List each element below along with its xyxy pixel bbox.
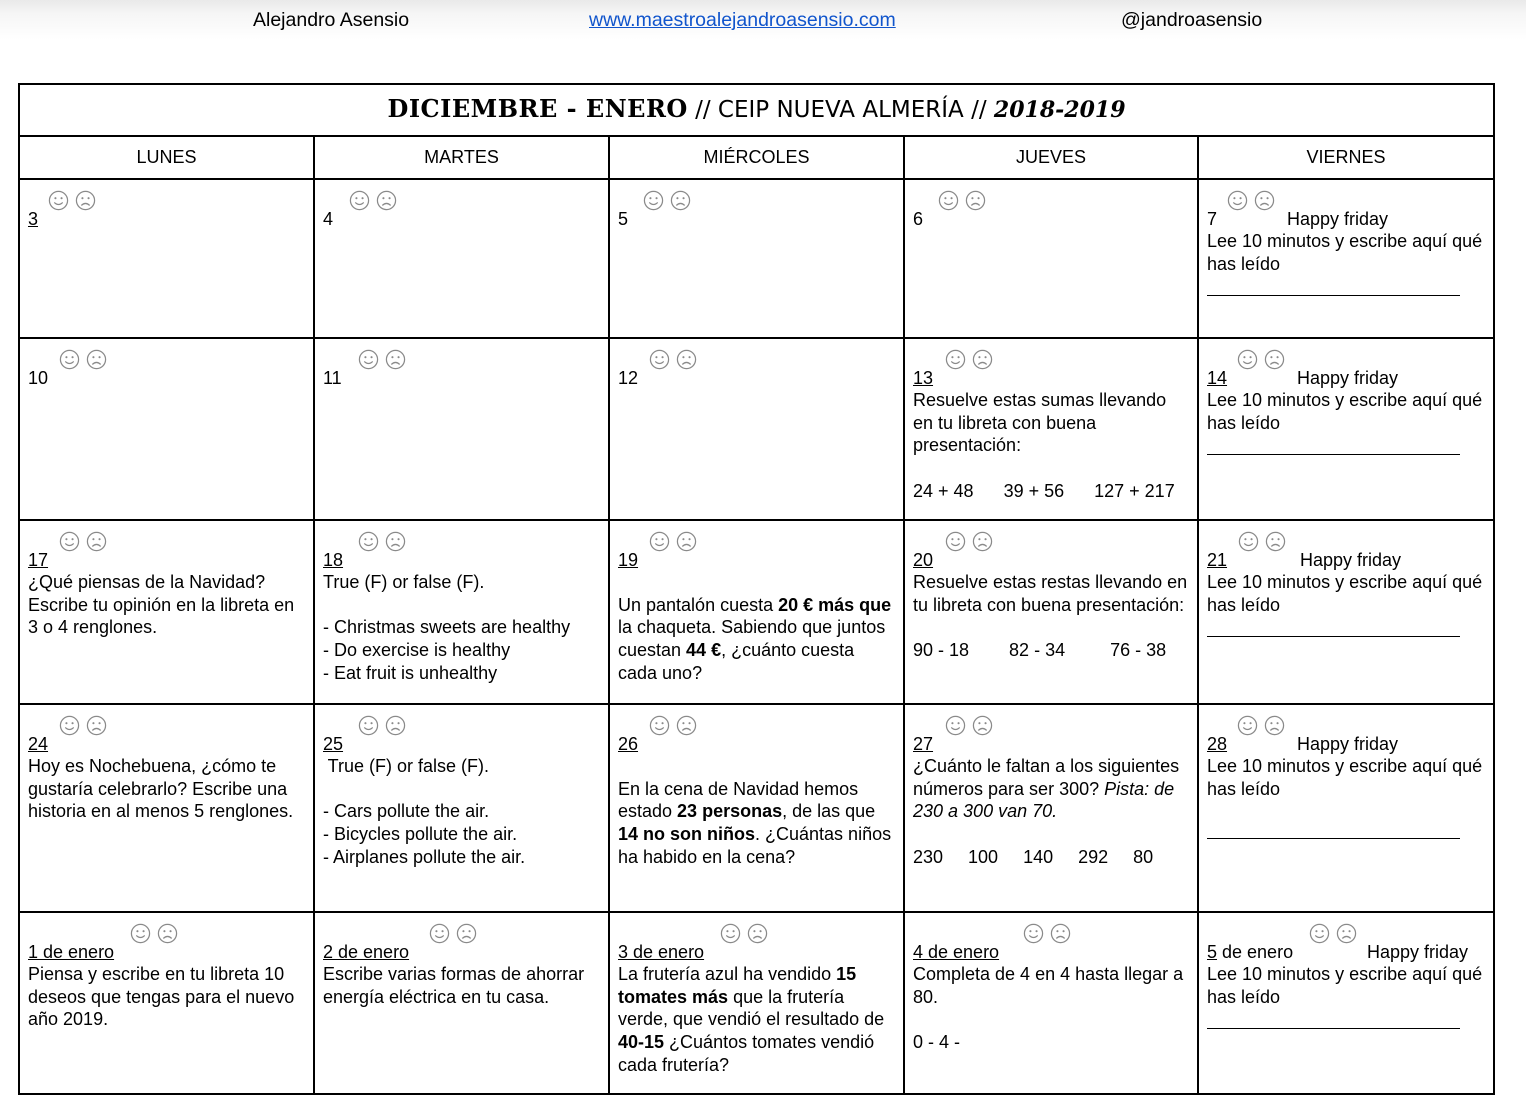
day-cell bbox=[314, 179, 609, 338]
smiley-face-icon[interactable] bbox=[1309, 923, 1330, 944]
frowning-face-icon[interactable] bbox=[1336, 923, 1357, 944]
header-social-handle: @jandroasensio bbox=[1121, 9, 1263, 31]
title-months: DICIEMBRE - ENERO bbox=[387, 93, 688, 123]
task-intro: True (F) or false (F). bbox=[323, 756, 490, 776]
answer-line[interactable] bbox=[1207, 295, 1460, 296]
frowning-face-icon[interactable] bbox=[1265, 531, 1286, 552]
mood-faces bbox=[945, 531, 999, 554]
reading-task: Lee 10 minutos y escribe aquí qué has leído bbox=[1207, 231, 1483, 274]
reading-task: Lee 10 minutos y escribe aquí qué has leído bbox=[1207, 756, 1483, 799]
day-header-tuesday: MARTES bbox=[314, 136, 609, 179]
day-cell bbox=[314, 338, 609, 520]
day-cell bbox=[19, 338, 314, 520]
day-number: 11 bbox=[323, 368, 342, 388]
day-cell bbox=[1198, 704, 1494, 912]
smiley-face-icon[interactable] bbox=[48, 190, 69, 211]
day-cell bbox=[314, 704, 609, 912]
mood-faces bbox=[48, 190, 102, 213]
smiley-face-icon[interactable] bbox=[429, 923, 450, 944]
answer-line[interactable] bbox=[1207, 636, 1460, 637]
frowning-face-icon[interactable] bbox=[86, 715, 107, 736]
answer-line[interactable] bbox=[1207, 1028, 1460, 1029]
mood-faces bbox=[643, 190, 697, 213]
frowning-face-icon[interactable] bbox=[86, 349, 107, 370]
mood-faces bbox=[1227, 190, 1281, 213]
happy-friday-label: Happy friday bbox=[1297, 734, 1399, 754]
day-number: 4 bbox=[323, 209, 334, 229]
frowning-face-icon[interactable] bbox=[385, 349, 406, 370]
happy-friday-label: Happy friday bbox=[1287, 209, 1389, 229]
frowning-face-icon[interactable] bbox=[1264, 349, 1285, 370]
statement-item: - Eat fruit is unhealthy bbox=[323, 662, 498, 683]
statement-item: - Christmas sweets are healthy bbox=[323, 617, 571, 638]
day-cell bbox=[314, 912, 609, 1094]
smiley-face-icon[interactable] bbox=[349, 190, 370, 211]
word-problem: La frutería azul ha vendido 15 tomates más que la frutería verde, que vendió el resultado de 40-15 ¿Cuántos tomates vendió cada frutería? bbox=[618, 964, 885, 1075]
frowning-face-icon[interactable] bbox=[965, 190, 986, 211]
day-number: 20 bbox=[913, 550, 934, 570]
smiley-face-icon[interactable] bbox=[358, 349, 379, 370]
day-header-wednesday: MIÉRCOLES bbox=[609, 136, 904, 179]
math-operations: 230 100 140 292 80 bbox=[913, 846, 1154, 867]
frowning-face-icon[interactable] bbox=[385, 715, 406, 736]
frowning-face-icon[interactable] bbox=[1254, 190, 1275, 211]
calendar-title bbox=[19, 84, 1494, 136]
day-number: 2 de enero bbox=[323, 942, 410, 962]
day-number: 26 bbox=[618, 734, 639, 754]
mood-faces bbox=[720, 923, 774, 946]
day-header-monday: LUNES bbox=[19, 136, 314, 179]
day-number: 3 bbox=[28, 209, 39, 229]
day-number: 14 bbox=[1207, 368, 1228, 388]
day-cell bbox=[609, 179, 904, 338]
mood-faces bbox=[938, 190, 992, 213]
frowning-face-icon[interactable] bbox=[376, 190, 397, 211]
reading-task: Lee 10 minutos y escribe aquí qué has leído bbox=[1207, 390, 1483, 433]
happy-friday-label: Happy friday bbox=[1367, 942, 1469, 962]
happy-friday-label: Happy friday bbox=[1300, 550, 1402, 570]
day-number: 5 de enero bbox=[1207, 942, 1294, 962]
smiley-face-icon[interactable] bbox=[945, 349, 966, 370]
day-number: 13 bbox=[913, 368, 934, 388]
frowning-face-icon[interactable] bbox=[1050, 923, 1071, 944]
number-sequence: 0 - 4 - bbox=[913, 1032, 961, 1053]
day-cell bbox=[19, 912, 314, 1094]
day-cell bbox=[19, 704, 314, 912]
frowning-face-icon[interactable] bbox=[972, 531, 993, 552]
smiley-face-icon[interactable] bbox=[59, 715, 80, 736]
day-number: 18 bbox=[323, 550, 344, 570]
title-year: 2018-2019 bbox=[993, 96, 1126, 123]
day-number: 24 bbox=[28, 734, 49, 754]
day-cell bbox=[904, 912, 1198, 1094]
statement-item: - Do exercise is healthy bbox=[323, 640, 511, 661]
frowning-face-icon[interactable] bbox=[972, 349, 993, 370]
day-cell bbox=[609, 704, 904, 912]
frowning-face-icon[interactable] bbox=[157, 923, 178, 944]
day-number: 5 bbox=[618, 209, 629, 229]
word-problem: Un pantalón cuesta 20 € más que la chaqueta. Sabiendo que juntos cuestan 44 €, ¿cuánto cuesta cada uno? bbox=[618, 594, 892, 683]
mood-faces bbox=[649, 531, 703, 554]
reading-task: Lee 10 minutos y escribe aquí qué has leído bbox=[1207, 572, 1483, 615]
day-number: 17 bbox=[28, 550, 49, 570]
smiley-face-icon[interactable] bbox=[649, 349, 670, 370]
header-author: Alejandro Asensio bbox=[253, 9, 410, 31]
task-text: ¿Cuánto le faltan a los siguientes números para ser 300? Pista: de 230 a 300 van 70. bbox=[913, 756, 1180, 822]
mood-faces bbox=[1237, 349, 1291, 372]
smiley-face-icon[interactable] bbox=[1023, 923, 1044, 944]
smiley-face-icon[interactable] bbox=[649, 715, 670, 736]
day-number: 19 bbox=[618, 550, 639, 570]
day-number: 28 bbox=[1207, 734, 1228, 754]
day-cell bbox=[904, 179, 1198, 338]
frowning-face-icon[interactable] bbox=[747, 923, 768, 944]
mood-faces bbox=[1309, 923, 1363, 946]
day-cell bbox=[609, 520, 904, 704]
smiley-face-icon[interactable] bbox=[1237, 349, 1258, 370]
task-text: Escribe varias formas de ahorrar energía eléctrica en tu casa. bbox=[323, 964, 585, 1007]
mood-faces bbox=[358, 349, 412, 372]
statement-item: - Airplanes pollute the air. bbox=[323, 846, 526, 867]
frowning-face-icon[interactable] bbox=[75, 190, 96, 211]
smiley-face-icon[interactable] bbox=[358, 715, 379, 736]
mood-faces bbox=[59, 531, 113, 554]
frowning-face-icon[interactable] bbox=[972, 715, 993, 736]
mood-faces bbox=[945, 715, 999, 738]
task-text: Resuelve estas sumas llevando en tu libreta con buena presentación: bbox=[913, 390, 1167, 456]
day-cell bbox=[1198, 520, 1494, 704]
day-cell bbox=[1198, 912, 1494, 1094]
smiley-face-icon[interactable] bbox=[720, 923, 741, 944]
statement-item: - Cars pollute the air. bbox=[323, 801, 490, 822]
mood-faces bbox=[1238, 531, 1292, 554]
title-school: // CEIP NUEVA ALMERÍA // bbox=[687, 96, 994, 123]
smiley-face-icon[interactable] bbox=[945, 531, 966, 552]
mood-faces bbox=[429, 923, 483, 946]
task-text: Piensa y escribe en tu libreta 10 deseos que tengas para el nuevo año 2019. bbox=[28, 964, 295, 1030]
smiley-face-icon[interactable] bbox=[130, 923, 151, 944]
mood-faces bbox=[130, 923, 184, 946]
day-number: 7 bbox=[1207, 209, 1218, 229]
frowning-face-icon[interactable] bbox=[676, 349, 697, 370]
happy-friday-label: Happy friday bbox=[1297, 368, 1399, 388]
day-cell bbox=[609, 338, 904, 520]
header-website-link[interactable]: www.maestroalejandroasensio.com bbox=[589, 9, 896, 31]
mood-faces bbox=[358, 531, 412, 554]
calendar-table bbox=[18, 83, 1495, 1095]
day-header-thursday: JUEVES bbox=[904, 136, 1198, 179]
smiley-face-icon[interactable] bbox=[1238, 531, 1259, 552]
frowning-face-icon[interactable] bbox=[676, 715, 697, 736]
task-text: ¿Qué piensas de la Navidad? Escribe tu opinión en la libreta en 3 o 4 renglones. bbox=[28, 572, 295, 638]
day-number: 6 bbox=[913, 209, 924, 229]
day-number: 12 bbox=[618, 368, 639, 388]
day-cell bbox=[1198, 338, 1494, 520]
smiley-face-icon[interactable] bbox=[1237, 715, 1258, 736]
day-cell bbox=[19, 520, 314, 704]
day-cell bbox=[609, 912, 904, 1094]
mood-faces bbox=[358, 715, 412, 738]
day-number: 3 de enero bbox=[618, 942, 705, 962]
smiley-face-icon[interactable] bbox=[938, 190, 959, 211]
mood-faces bbox=[945, 349, 999, 372]
smiley-face-icon[interactable] bbox=[358, 531, 379, 552]
smiley-face-icon[interactable] bbox=[1227, 190, 1248, 211]
smiley-face-icon[interactable] bbox=[59, 349, 80, 370]
answer-line[interactable] bbox=[1207, 454, 1460, 455]
day-number: 4 de enero bbox=[913, 942, 1000, 962]
frowning-face-icon[interactable] bbox=[1264, 715, 1285, 736]
task-text: Hoy es Nochebuena, ¿cómo te gustaría celebrarlo? Escribe una historia en al menos 5 renglones. bbox=[28, 756, 294, 822]
statement-item: - Bicycles pollute the air. bbox=[323, 824, 518, 845]
day-cell bbox=[1198, 179, 1494, 338]
day-header-friday: VIERNES bbox=[1198, 136, 1494, 179]
day-number: 10 bbox=[28, 368, 49, 388]
smiley-face-icon[interactable] bbox=[643, 190, 664, 211]
math-operations: 90 - 18 82 - 34 76 - 38 bbox=[913, 640, 1167, 661]
mood-faces bbox=[1023, 923, 1077, 946]
frowning-face-icon[interactable] bbox=[670, 190, 691, 211]
smiley-face-icon[interactable] bbox=[945, 715, 966, 736]
mood-faces bbox=[649, 349, 703, 372]
day-cell bbox=[19, 179, 314, 338]
smiley-face-icon[interactable] bbox=[649, 531, 670, 552]
task-text: Completa de 4 en 4 hasta llegar a 80. bbox=[913, 964, 1184, 1007]
mood-faces bbox=[649, 715, 703, 738]
day-cell bbox=[314, 520, 609, 704]
day-cell bbox=[904, 520, 1198, 704]
day-number: 21 bbox=[1207, 550, 1228, 570]
task-text: Resuelve estas restas llevando en tu libreta con buena presentación: bbox=[913, 572, 1188, 615]
word-problem: En la cena de Navidad hemos estado 23 personas, de las que 14 no son niños. ¿Cuántas niños ha habido en la cena? bbox=[618, 778, 892, 867]
day-number: 27 bbox=[913, 734, 934, 754]
mood-faces bbox=[349, 190, 403, 213]
day-cell bbox=[904, 704, 1198, 912]
frowning-face-icon[interactable] bbox=[676, 531, 697, 552]
mood-faces bbox=[59, 349, 113, 372]
mood-faces bbox=[1237, 715, 1291, 738]
frowning-face-icon[interactable] bbox=[456, 923, 477, 944]
reading-task: Lee 10 minutos y escribe aquí qué has leído bbox=[1207, 964, 1483, 1007]
smiley-face-icon[interactable] bbox=[59, 531, 80, 552]
top-header-bar bbox=[0, 0, 1526, 48]
day-number: 1 de enero bbox=[28, 942, 115, 962]
task-intro: True (F) or false (F). bbox=[323, 572, 485, 592]
day-cell bbox=[904, 338, 1198, 520]
answer-line[interactable] bbox=[1207, 838, 1460, 839]
mood-faces bbox=[59, 715, 113, 738]
frowning-face-icon[interactable] bbox=[86, 531, 107, 552]
day-number: 25 bbox=[323, 734, 344, 754]
math-operations: 24 + 48 39 + 56 127 + 217 bbox=[913, 480, 1175, 501]
frowning-face-icon[interactable] bbox=[385, 531, 406, 552]
